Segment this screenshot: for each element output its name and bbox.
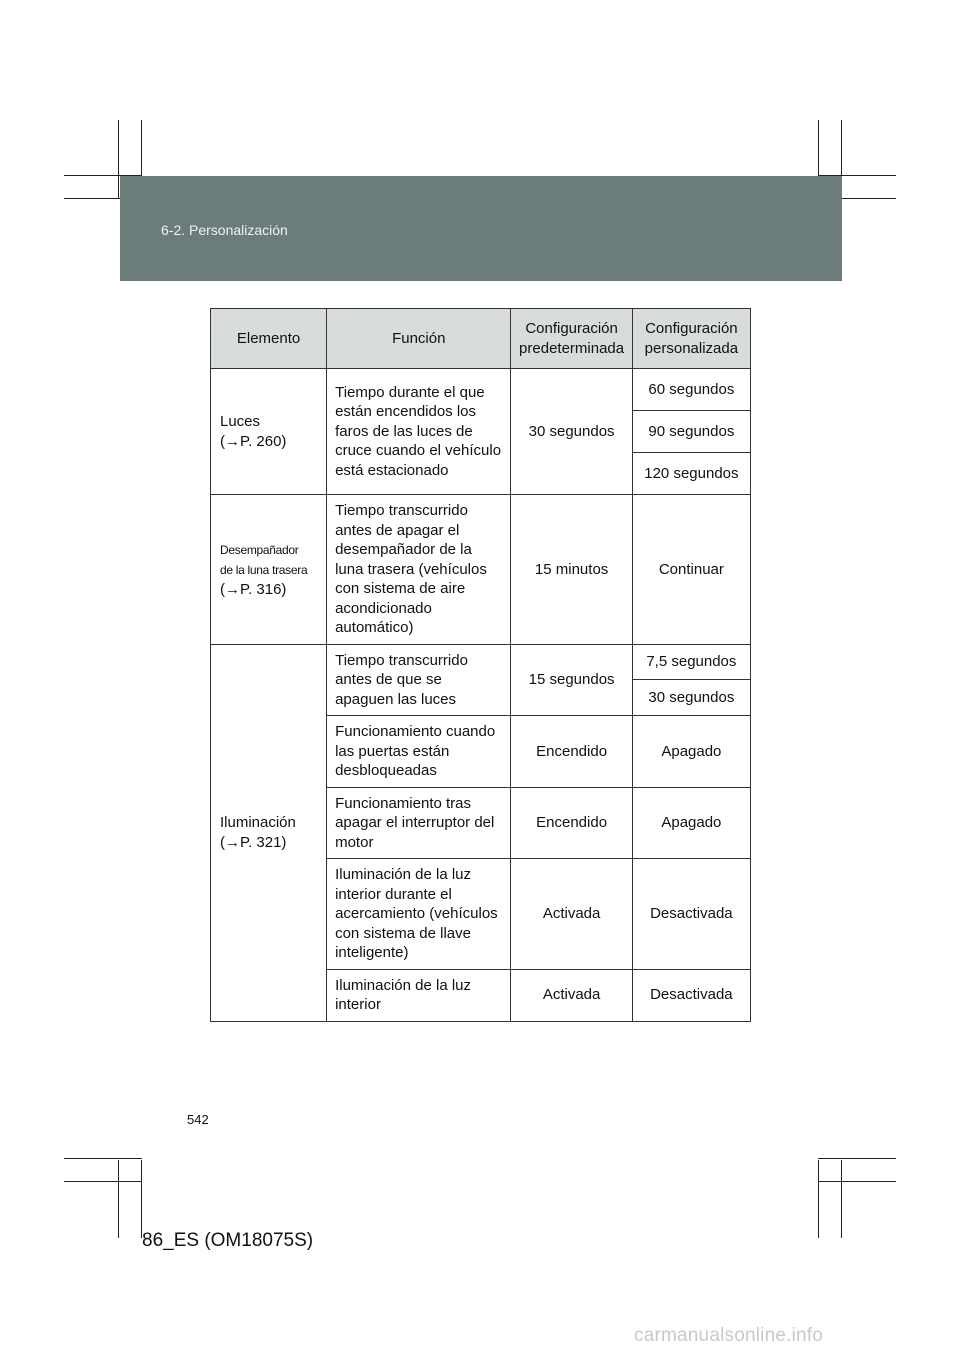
page-reference: (→P. 316) — [220, 580, 287, 598]
section-header-band — [120, 176, 842, 281]
function-cell: Funcionamiento cuando las puertas están desbloqueadas — [327, 716, 511, 788]
crop-mark — [64, 1181, 142, 1182]
crop-mark — [64, 1158, 142, 1159]
function-cell: Tiempo transcurrido antes de que se apaguen las luces — [327, 644, 511, 716]
function-cell: Tiempo transcurrido antes de apagar el desempañador de la luna trasera (vehículos con sistema de aire acondicionado automático) — [327, 495, 511, 645]
table-row — [211, 369, 751, 411]
custom-cell: 90 segundos — [632, 411, 750, 453]
function-cell: Tiempo durante el que están encendidos los faros de las luces de cruce cuando el vehículo está estacionado — [327, 369, 511, 495]
default-cell: Activada — [511, 859, 632, 970]
default-cell: Encendido — [511, 716, 632, 788]
custom-cell: Desactivada — [632, 859, 750, 970]
customization-table — [210, 308, 751, 1022]
item-name: Luces — [220, 413, 261, 430]
crop-mark — [141, 1160, 142, 1238]
function-cell: Iluminación de la luz interior — [327, 969, 511, 1021]
default-cell: 15 minutos — [511, 495, 632, 645]
default-cell: Encendido — [511, 787, 632, 859]
item-name: Desempañador de la luna trasera — [220, 542, 308, 577]
column-header-custom: Configuración personalizada — [632, 309, 750, 369]
watermark: carmanualsonline.info — [634, 1325, 824, 1346]
custom-cell: Apagado — [632, 787, 750, 859]
default-cell: 30 segundos — [511, 369, 632, 495]
custom-cell: Continuar — [632, 495, 750, 645]
page-number: 542 — [187, 1112, 209, 1127]
item-cell — [211, 644, 327, 1021]
page-reference: (→P. 321) — [220, 833, 287, 851]
function-cell: Funcionamiento tras apagar el interruptor del motor — [327, 787, 511, 859]
custom-cell: 120 segundos — [632, 453, 750, 495]
item-cell — [211, 495, 327, 645]
column-header-function: Función — [327, 309, 511, 369]
crop-mark — [818, 1158, 896, 1159]
function-cell: Iluminación de la luz interior durante el acercamiento (vehículos con sistema de llave inteligente) — [327, 859, 511, 970]
column-header-element: Elemento — [211, 309, 327, 369]
item-name: Iluminación — [220, 814, 296, 831]
table-header-row — [211, 309, 751, 369]
table-row — [211, 495, 751, 645]
column-header-default: Configuración predeterminada — [511, 309, 632, 369]
page-reference: (→P. 260) — [220, 432, 287, 450]
custom-cell: 7,5 segundos — [632, 644, 750, 680]
manual-code: 86_ES (OM18075S) — [142, 1230, 314, 1251]
crop-mark — [818, 1181, 896, 1182]
custom-cell: Apagado — [632, 716, 750, 788]
default-cell: Activada — [511, 969, 632, 1021]
default-cell: 15 segundos — [511, 644, 632, 716]
custom-cell: 60 segundos — [632, 369, 750, 411]
custom-cell: Desactivada — [632, 969, 750, 1021]
table-row — [211, 644, 751, 680]
crop-mark — [118, 1160, 119, 1238]
crop-mark — [818, 1160, 819, 1238]
custom-cell: 30 segundos — [632, 680, 750, 716]
crop-mark — [118, 120, 119, 198]
section-title: 6-2. Personalización — [161, 222, 288, 238]
item-cell — [211, 369, 327, 495]
crop-mark — [841, 1160, 842, 1238]
